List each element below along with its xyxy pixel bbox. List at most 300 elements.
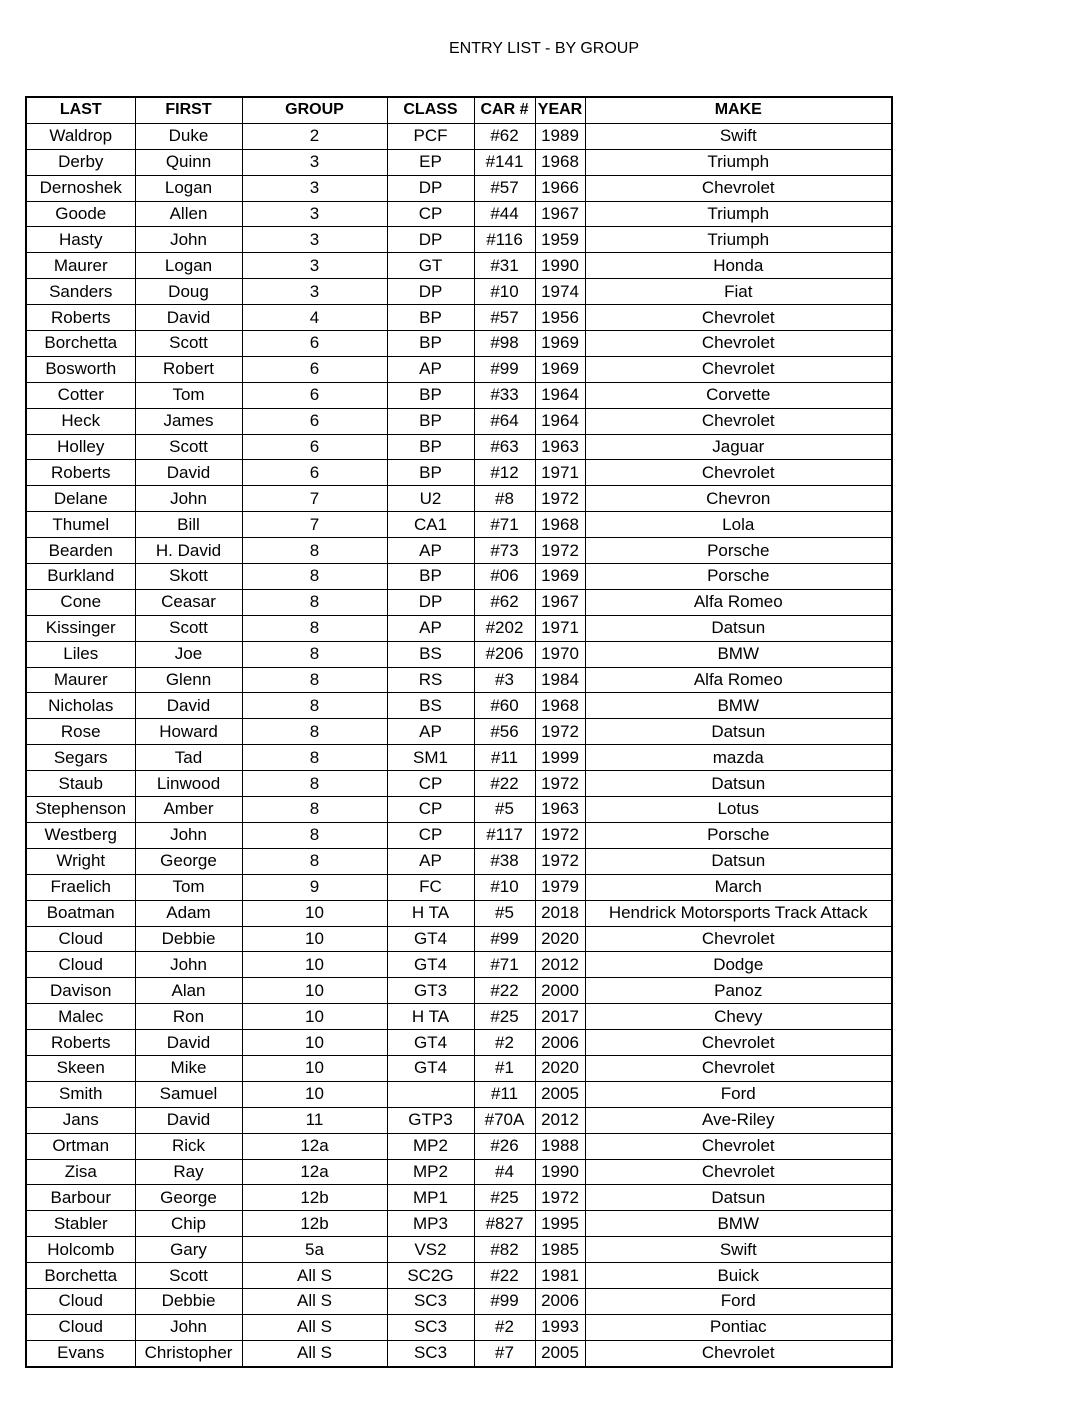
table-row bbox=[26, 745, 892, 771]
cell-group: 6 bbox=[242, 356, 387, 382]
cell-car-number: #06 bbox=[474, 564, 535, 590]
column-header-group: GROUP bbox=[242, 97, 387, 123]
cell-car-number: #141 bbox=[474, 149, 535, 175]
cell-year: 1969 bbox=[535, 356, 585, 382]
cell-first: David bbox=[135, 460, 242, 486]
cell-year: 1990 bbox=[535, 253, 585, 279]
cell-first: David bbox=[135, 1030, 242, 1056]
cell-last: Holley bbox=[26, 434, 135, 460]
table-row bbox=[26, 1185, 892, 1211]
cell-year: 1969 bbox=[535, 564, 585, 590]
cell-year: 1969 bbox=[535, 331, 585, 357]
cell-last: Burkland bbox=[26, 564, 135, 590]
table-row bbox=[26, 900, 892, 926]
cell-car-number: #57 bbox=[474, 305, 535, 331]
cell-year: 2005 bbox=[535, 1340, 585, 1366]
cell-make: Datsun bbox=[585, 615, 892, 641]
table-row bbox=[26, 564, 892, 590]
cell-first: Debbie bbox=[135, 926, 242, 952]
cell-year: 1984 bbox=[535, 667, 585, 693]
cell-make: March bbox=[585, 874, 892, 900]
cell-first: George bbox=[135, 1185, 242, 1211]
cell-year: 1995 bbox=[535, 1211, 585, 1237]
cell-year: 1990 bbox=[535, 1159, 585, 1185]
cell-group: 8 bbox=[242, 615, 387, 641]
cell-make: Chevrolet bbox=[585, 460, 892, 486]
cell-group: 8 bbox=[242, 589, 387, 615]
cell-first: Joe bbox=[135, 641, 242, 667]
cell-make: Chevrolet bbox=[585, 1159, 892, 1185]
cell-group: 7 bbox=[242, 512, 387, 538]
cell-class: BP bbox=[387, 305, 474, 331]
cell-year: 1971 bbox=[535, 615, 585, 641]
cell-year: 1972 bbox=[535, 538, 585, 564]
cell-last: Boatman bbox=[26, 900, 135, 926]
cell-group: 10 bbox=[242, 900, 387, 926]
cell-make: Buick bbox=[585, 1263, 892, 1289]
cell-year: 2012 bbox=[535, 1107, 585, 1133]
cell-car-number: #62 bbox=[474, 123, 535, 149]
cell-class: AP bbox=[387, 356, 474, 382]
cell-group: 3 bbox=[242, 227, 387, 253]
cell-car-number: #63 bbox=[474, 434, 535, 460]
cell-class: CA1 bbox=[387, 512, 474, 538]
cell-first: Doug bbox=[135, 279, 242, 305]
cell-first: Logan bbox=[135, 253, 242, 279]
cell-last: Derby bbox=[26, 149, 135, 175]
cell-car-number: #31 bbox=[474, 253, 535, 279]
cell-car-number: #116 bbox=[474, 227, 535, 253]
column-header-class: CLASS bbox=[387, 97, 474, 123]
cell-last: Stabler bbox=[26, 1211, 135, 1237]
cell-make: Lotus bbox=[585, 797, 892, 823]
cell-year: 2020 bbox=[535, 926, 585, 952]
cell-car-number: #60 bbox=[474, 693, 535, 719]
cell-year: 1999 bbox=[535, 745, 585, 771]
cell-year: 1956 bbox=[535, 305, 585, 331]
table-row bbox=[26, 434, 892, 460]
cell-first: Mike bbox=[135, 1055, 242, 1081]
table-row bbox=[26, 1107, 892, 1133]
cell-first: Rick bbox=[135, 1133, 242, 1159]
table-row bbox=[26, 1081, 892, 1107]
cell-last: Roberts bbox=[26, 305, 135, 331]
cell-last: Heck bbox=[26, 408, 135, 434]
table-row bbox=[26, 797, 892, 823]
cell-first: Linwood bbox=[135, 771, 242, 797]
cell-year: 1970 bbox=[535, 641, 585, 667]
cell-class: DP bbox=[387, 227, 474, 253]
cell-year: 1972 bbox=[535, 848, 585, 874]
cell-car-number: #11 bbox=[474, 745, 535, 771]
cell-class: AP bbox=[387, 848, 474, 874]
cell-make: Datsun bbox=[585, 1185, 892, 1211]
cell-group: 8 bbox=[242, 822, 387, 848]
cell-make: Dodge bbox=[585, 952, 892, 978]
cell-last: Dernoshek bbox=[26, 175, 135, 201]
cell-first: Scott bbox=[135, 615, 242, 641]
cell-class: AP bbox=[387, 719, 474, 745]
cell-first: Glenn bbox=[135, 667, 242, 693]
cell-last: Cloud bbox=[26, 952, 135, 978]
cell-car-number: #11 bbox=[474, 1081, 535, 1107]
cell-last: Holcomb bbox=[26, 1237, 135, 1263]
cell-year: 1963 bbox=[535, 797, 585, 823]
cell-first: John bbox=[135, 227, 242, 253]
cell-make: Chevrolet bbox=[585, 305, 892, 331]
cell-year: 2005 bbox=[535, 1081, 585, 1107]
table-row bbox=[26, 305, 892, 331]
cell-car-number: #25 bbox=[474, 1185, 535, 1211]
cell-first: Logan bbox=[135, 175, 242, 201]
table-row bbox=[26, 1237, 892, 1263]
cell-year: 1959 bbox=[535, 227, 585, 253]
cell-last: Stephenson bbox=[26, 797, 135, 823]
cell-group: 5a bbox=[242, 1237, 387, 1263]
cell-last: Skeen bbox=[26, 1055, 135, 1081]
cell-last: Liles bbox=[26, 641, 135, 667]
cell-first: H. David bbox=[135, 538, 242, 564]
cell-year: 1964 bbox=[535, 382, 585, 408]
table-row bbox=[26, 253, 892, 279]
cell-car-number: #26 bbox=[474, 1133, 535, 1159]
table-row bbox=[26, 719, 892, 745]
cell-group: 12a bbox=[242, 1159, 387, 1185]
cell-make: Swift bbox=[585, 1237, 892, 1263]
cell-year: 1972 bbox=[535, 719, 585, 745]
table-row bbox=[26, 408, 892, 434]
cell-class: DP bbox=[387, 589, 474, 615]
cell-class: MP1 bbox=[387, 1185, 474, 1211]
cell-make: Swift bbox=[585, 123, 892, 149]
cell-first: Scott bbox=[135, 331, 242, 357]
cell-make: Chevrolet bbox=[585, 1055, 892, 1081]
cell-make: Chevrolet bbox=[585, 175, 892, 201]
table-row bbox=[26, 1211, 892, 1237]
cell-group: 3 bbox=[242, 201, 387, 227]
cell-car-number: #206 bbox=[474, 641, 535, 667]
header-row bbox=[26, 97, 892, 123]
cell-class: BP bbox=[387, 331, 474, 357]
cell-year: 1968 bbox=[535, 149, 585, 175]
entry-table bbox=[25, 96, 893, 1368]
cell-last: Rose bbox=[26, 719, 135, 745]
cell-first: Bill bbox=[135, 512, 242, 538]
cell-class: GT bbox=[387, 253, 474, 279]
cell-first: Robert bbox=[135, 356, 242, 382]
cell-last: Bosworth bbox=[26, 356, 135, 382]
cell-car-number: #25 bbox=[474, 1004, 535, 1030]
cell-car-number: #2 bbox=[474, 1314, 535, 1340]
cell-car-number: #827 bbox=[474, 1211, 535, 1237]
cell-make: BMW bbox=[585, 693, 892, 719]
cell-class: DP bbox=[387, 175, 474, 201]
cell-group: 10 bbox=[242, 978, 387, 1004]
cell-last: Roberts bbox=[26, 1030, 135, 1056]
cell-class: BP bbox=[387, 564, 474, 590]
cell-group: 8 bbox=[242, 848, 387, 874]
table-row bbox=[26, 667, 892, 693]
cell-last: Smith bbox=[26, 1081, 135, 1107]
cell-last: Delane bbox=[26, 486, 135, 512]
cell-last: Sanders bbox=[26, 279, 135, 305]
cell-first: Tom bbox=[135, 382, 242, 408]
cell-group: 10 bbox=[242, 1030, 387, 1056]
table-row bbox=[26, 615, 892, 641]
cell-last: Cloud bbox=[26, 926, 135, 952]
table-row bbox=[26, 382, 892, 408]
cell-make: Fiat bbox=[585, 279, 892, 305]
cell-class: BP bbox=[387, 382, 474, 408]
cell-first: Allen bbox=[135, 201, 242, 227]
table-row bbox=[26, 1159, 892, 1185]
cell-car-number: #64 bbox=[474, 408, 535, 434]
cell-class: MP2 bbox=[387, 1133, 474, 1159]
cell-make: Chevrolet bbox=[585, 331, 892, 357]
cell-group: 8 bbox=[242, 641, 387, 667]
cell-class: GT3 bbox=[387, 978, 474, 1004]
cell-last: Jans bbox=[26, 1107, 135, 1133]
cell-first: Ceasar bbox=[135, 589, 242, 615]
cell-group: 7 bbox=[242, 486, 387, 512]
table-row bbox=[26, 1133, 892, 1159]
cell-group: 12b bbox=[242, 1185, 387, 1211]
table-row bbox=[26, 486, 892, 512]
cell-make: Porsche bbox=[585, 564, 892, 590]
cell-class: VS2 bbox=[387, 1237, 474, 1263]
table-row bbox=[26, 538, 892, 564]
table-row bbox=[26, 848, 892, 874]
table-row bbox=[26, 1030, 892, 1056]
cell-class: GT4 bbox=[387, 1030, 474, 1056]
cell-group: 8 bbox=[242, 538, 387, 564]
cell-class: U2 bbox=[387, 486, 474, 512]
column-header-car-number: CAR # bbox=[474, 97, 535, 123]
cell-last: Ortman bbox=[26, 1133, 135, 1159]
cell-last: Hasty bbox=[26, 227, 135, 253]
cell-last: Segars bbox=[26, 745, 135, 771]
cell-car-number: #2 bbox=[474, 1030, 535, 1056]
cell-class: CP bbox=[387, 822, 474, 848]
cell-year: 1966 bbox=[535, 175, 585, 201]
cell-first: Tad bbox=[135, 745, 242, 771]
cell-make: Corvette bbox=[585, 382, 892, 408]
table-row bbox=[26, 460, 892, 486]
cell-group: 10 bbox=[242, 926, 387, 952]
cell-make: BMW bbox=[585, 1211, 892, 1237]
cell-year: 1968 bbox=[535, 512, 585, 538]
cell-last: Waldrop bbox=[26, 123, 135, 149]
cell-car-number: #71 bbox=[474, 952, 535, 978]
cell-first: Chip bbox=[135, 1211, 242, 1237]
cell-group: 6 bbox=[242, 331, 387, 357]
table-row bbox=[26, 279, 892, 305]
cell-group: 12b bbox=[242, 1211, 387, 1237]
cell-class: H TA bbox=[387, 900, 474, 926]
table-row bbox=[26, 978, 892, 1004]
cell-group: 8 bbox=[242, 797, 387, 823]
cell-make: Datsun bbox=[585, 771, 892, 797]
cell-group: 8 bbox=[242, 564, 387, 590]
cell-group: 6 bbox=[242, 460, 387, 486]
cell-make: Ford bbox=[585, 1288, 892, 1314]
cell-first: Scott bbox=[135, 1263, 242, 1289]
table-row bbox=[26, 926, 892, 952]
cell-year: 1993 bbox=[535, 1314, 585, 1340]
cell-year: 2018 bbox=[535, 900, 585, 926]
cell-car-number: #99 bbox=[474, 1288, 535, 1314]
cell-group: 10 bbox=[242, 1081, 387, 1107]
table-row bbox=[26, 589, 892, 615]
cell-make: Alfa Romeo bbox=[585, 667, 892, 693]
cell-last: Zisa bbox=[26, 1159, 135, 1185]
cell-group: 3 bbox=[242, 149, 387, 175]
cell-car-number: #117 bbox=[474, 822, 535, 848]
cell-car-number: #22 bbox=[474, 1263, 535, 1289]
cell-car-number: #33 bbox=[474, 382, 535, 408]
cell-make: Triumph bbox=[585, 149, 892, 175]
cell-last: Cloud bbox=[26, 1288, 135, 1314]
cell-make: Chevron bbox=[585, 486, 892, 512]
cell-first: Alan bbox=[135, 978, 242, 1004]
cell-class: GTP3 bbox=[387, 1107, 474, 1133]
cell-make: mazda bbox=[585, 745, 892, 771]
cell-class: CP bbox=[387, 797, 474, 823]
cell-first: David bbox=[135, 1107, 242, 1133]
cell-class bbox=[387, 1081, 474, 1107]
cell-last: Staub bbox=[26, 771, 135, 797]
cell-first: Tom bbox=[135, 874, 242, 900]
cell-group: 10 bbox=[242, 952, 387, 978]
cell-last: Kissinger bbox=[26, 615, 135, 641]
cell-group: 3 bbox=[242, 175, 387, 201]
table-row bbox=[26, 1263, 892, 1289]
cell-make: Hendrick Motorsports Track Attack bbox=[585, 900, 892, 926]
table-row bbox=[26, 356, 892, 382]
cell-first: Ray bbox=[135, 1159, 242, 1185]
cell-car-number: #38 bbox=[474, 848, 535, 874]
cell-car-number: #12 bbox=[474, 460, 535, 486]
cell-make: Porsche bbox=[585, 538, 892, 564]
cell-car-number: #99 bbox=[474, 926, 535, 952]
cell-year: 1972 bbox=[535, 822, 585, 848]
cell-make: Chevrolet bbox=[585, 1030, 892, 1056]
page-title: ENTRY LIST - BY GROUP bbox=[449, 40, 639, 57]
cell-car-number: #57 bbox=[474, 175, 535, 201]
cell-first: Ron bbox=[135, 1004, 242, 1030]
cell-group: 4 bbox=[242, 305, 387, 331]
cell-car-number: #71 bbox=[474, 512, 535, 538]
cell-car-number: #22 bbox=[474, 771, 535, 797]
cell-car-number: #1 bbox=[474, 1055, 535, 1081]
cell-group: 12a bbox=[242, 1133, 387, 1159]
cell-year: 2006 bbox=[535, 1288, 585, 1314]
cell-year: 1964 bbox=[535, 408, 585, 434]
cell-last: Goode bbox=[26, 201, 135, 227]
cell-group: 6 bbox=[242, 434, 387, 460]
cell-first: Scott bbox=[135, 434, 242, 460]
cell-class: SC3 bbox=[387, 1288, 474, 1314]
cell-class: AP bbox=[387, 538, 474, 564]
cell-first: John bbox=[135, 486, 242, 512]
table-row bbox=[26, 1340, 892, 1366]
cell-first: David bbox=[135, 693, 242, 719]
cell-class: SM1 bbox=[387, 745, 474, 771]
cell-class: BS bbox=[387, 693, 474, 719]
table-row bbox=[26, 1004, 892, 1030]
cell-last: Maurer bbox=[26, 667, 135, 693]
cell-last: Roberts bbox=[26, 460, 135, 486]
cell-year: 1971 bbox=[535, 460, 585, 486]
cell-first: Adam bbox=[135, 900, 242, 926]
column-header-year: YEAR bbox=[535, 97, 585, 123]
cell-class: BS bbox=[387, 641, 474, 667]
cell-group: 8 bbox=[242, 667, 387, 693]
cell-group: 10 bbox=[242, 1055, 387, 1081]
cell-year: 2000 bbox=[535, 978, 585, 1004]
cell-year: 1989 bbox=[535, 123, 585, 149]
cell-car-number: #4 bbox=[474, 1159, 535, 1185]
cell-year: 1979 bbox=[535, 874, 585, 900]
cell-year: 2017 bbox=[535, 1004, 585, 1030]
cell-car-number: #73 bbox=[474, 538, 535, 564]
cell-group: 2 bbox=[242, 123, 387, 149]
table-row bbox=[26, 771, 892, 797]
table-row bbox=[26, 1288, 892, 1314]
cell-group: 8 bbox=[242, 693, 387, 719]
cell-first: James bbox=[135, 408, 242, 434]
cell-group: 6 bbox=[242, 382, 387, 408]
cell-first: John bbox=[135, 952, 242, 978]
cell-make: Alfa Romeo bbox=[585, 589, 892, 615]
cell-car-number: #202 bbox=[474, 615, 535, 641]
cell-class: MP2 bbox=[387, 1159, 474, 1185]
cell-class: BP bbox=[387, 434, 474, 460]
cell-car-number: #5 bbox=[474, 797, 535, 823]
cell-car-number: #10 bbox=[474, 279, 535, 305]
cell-year: 1972 bbox=[535, 1185, 585, 1211]
cell-car-number: #22 bbox=[474, 978, 535, 1004]
table-row bbox=[26, 1055, 892, 1081]
table-body bbox=[26, 123, 892, 1366]
table-row bbox=[26, 331, 892, 357]
cell-car-number: #5 bbox=[474, 900, 535, 926]
table-row bbox=[26, 693, 892, 719]
cell-last: Malec bbox=[26, 1004, 135, 1030]
cell-last: Cone bbox=[26, 589, 135, 615]
cell-car-number: #98 bbox=[474, 331, 535, 357]
cell-car-number: #8 bbox=[474, 486, 535, 512]
cell-make: Ave-Riley bbox=[585, 1107, 892, 1133]
cell-first: Christopher bbox=[135, 1340, 242, 1366]
cell-class: EP bbox=[387, 149, 474, 175]
cell-class: GT4 bbox=[387, 926, 474, 952]
cell-class: GT4 bbox=[387, 1055, 474, 1081]
cell-class: SC2G bbox=[387, 1263, 474, 1289]
cell-group: 10 bbox=[242, 1004, 387, 1030]
cell-class: CP bbox=[387, 201, 474, 227]
cell-make: Datsun bbox=[585, 719, 892, 745]
cell-car-number: #62 bbox=[474, 589, 535, 615]
cell-year: 2012 bbox=[535, 952, 585, 978]
cell-group: All S bbox=[242, 1340, 387, 1366]
cell-make: Pontiac bbox=[585, 1314, 892, 1340]
cell-first: John bbox=[135, 1314, 242, 1340]
cell-class: FC bbox=[387, 874, 474, 900]
cell-last: Thumel bbox=[26, 512, 135, 538]
cell-make: Jaguar bbox=[585, 434, 892, 460]
table-row bbox=[26, 123, 892, 149]
